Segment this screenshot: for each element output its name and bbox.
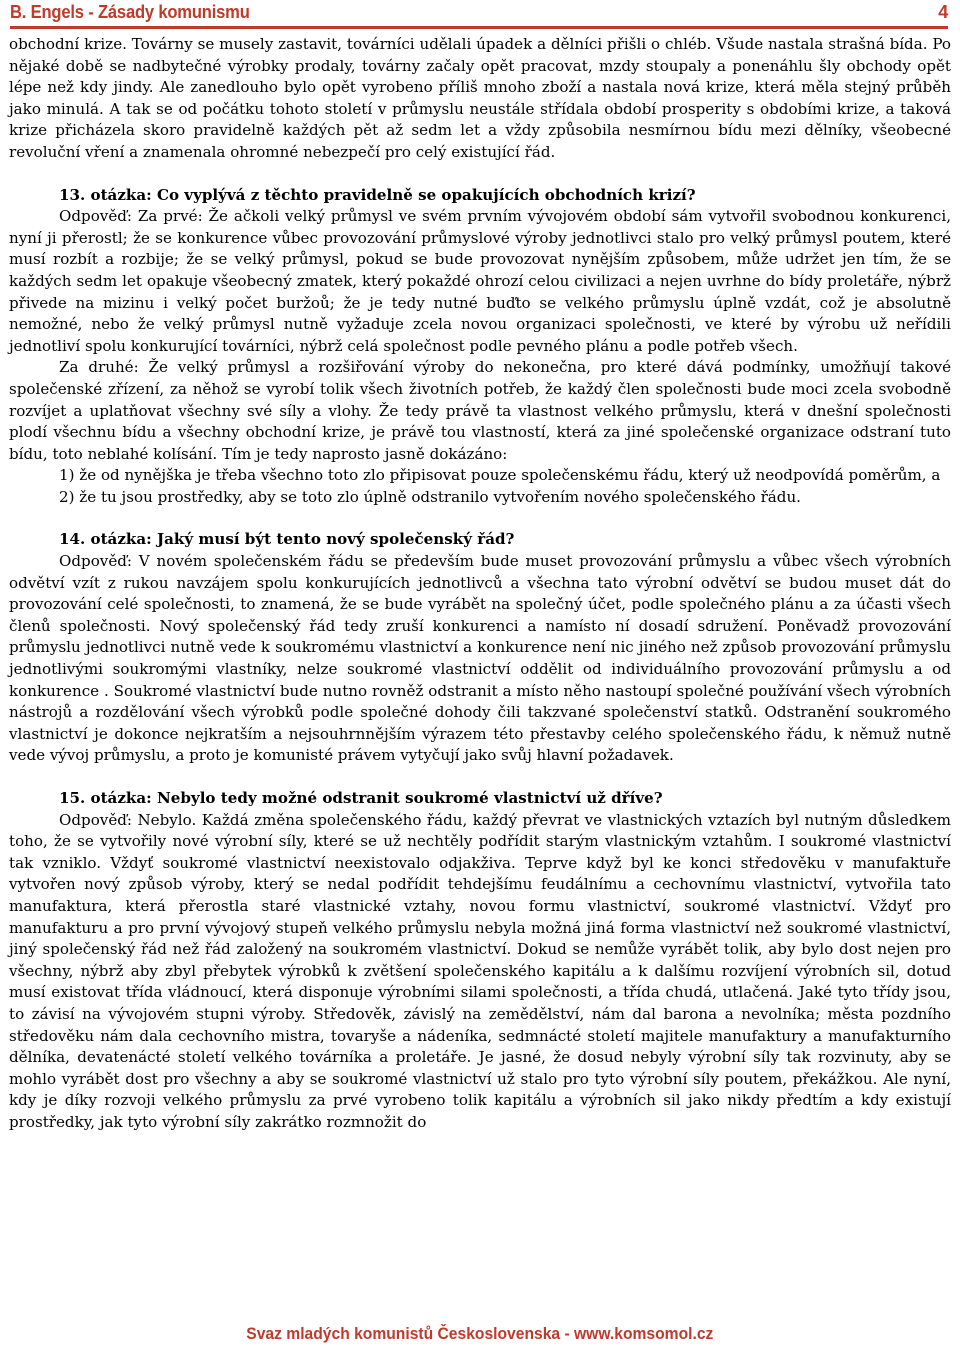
answer-13-second: Za druhé: Že velký průmysl a rozšiřování výroby do nekonečna, pro které dává podmínky, umožňují takové společenské zřízení, za něhož se vyrobí tolik všech životních potřeb, že každý člen společnosti bude moci zcela svobodně rozvíjet a uplatňovat všechny své síly a vlohy. Že tedy právě ta vlastnost velkého průmyslu, která v dnešní společnosti plodí všechnu bídu a všechny obchodní krize, je právě tou vlastností, která za jiné společenské organizace odstraní tuto bídu, toto neblahé kolísání. Tím je tedy naprosto jasně dokázáno: bbox=[9, 358, 951, 463]
footer-text: Svaz mladých komunistů Československa - www.komsomol.cz bbox=[246, 1324, 714, 1343]
answer-15: Odpověď: Nebylo. Každá změna společenského řádu, každý převrat ve vlastnických vztazích byl nutným důsledkem toho, že se vytvořily nové výrobní síly, které se už nechtěly podřídit starým vlastnickým vztahům. I soukromé vlastnictví tak vzniklo. Vždyť soukromé vlastnictví neexistovalo odjakživa. Teprve když byl ke konci středověku v manufaktuře vytvořen nový způsob výroby, který se nedal podřídit tehdejšímu feudálnímu a cechovnímu vlastnictví, vytvořila tato manufaktura, která přerostla staré vlastnické vztahy, novou formu vlastnictví, soukromé vlastnictví. Vždyť pro manufakturu a pro první vývojový stupeň velkého průmyslu nebyla možná jiná forma vlastnictví než soukromé vlastnictví, jiný společenský řád než řád založený na soukromém vlastnictví. Dokud se nemůže vyrábět tolik, aby bylo dost nejen pro všechny, nýbrž aby zbyl přebytek výrobků k zvětšení společenského kapitálu a k dalšímu rozvíjení výrobních sil, dotud musí existovat třída vládnoucí, která disponuje výrobními silami společnosti, a třída chudá, utlačená. Jaké tyto třídy jsou, to závisí na vývojovém stupni výroby. Středověk, závislý na zemědělství, nám dal barona a nevolníka; města pozdního středověku nám dala cechovního mistra, tovaryše a nádeníka, sedmnácté století majitele manufaktury a manufakturního dělníka, devatenácté století velkého továrníka a proletáře. Je jasné, že dosud nebyly výrobní síly tak rozvinuty, aby se mohlo vyrábět dost pro všechny a aby se soukromé vlastnictví už stalo pro tyto výrobní síly poutem, překážkou. Ale nyní, kdy je díky rozvoji velkého průmyslu za prvé vyrobeno tolik kapitálu a výrobních sil jako nikdy předtím a kdy existují prostředky, jak tyto výrobní síly zakrátko rozmnožit do bbox=[9, 810, 951, 1131]
question-13-heading: 13. otázka: Co vyplývá z těchto pravidelně se opakujících obchodních krizí? bbox=[59, 185, 696, 204]
page-number: 4 bbox=[938, 2, 948, 22]
paragraph-crisis: obchodní krize. Továrny se musely zastavit, továrníci udělali úpadek a dělníci přišli o chléb. Všude nastala strašná bída. Po nějaké době se nadbytečné výrobky prodaly, továrny začaly opět pracovat, mzdy stoupaly a ponenáhlu šly obchody opět lépe než kdy jindy. Ale zanedlouho bylo opět vyrobeno příliš mnoho zboží a nastala nová krize, která měla stejný průběh jako minulá. A tak se od počátku tohoto století v průmyslu neustále střídala období prosperity s obdobími krize, a taková krize přicházela skoro pravidelně každých pět až sedm let a vždy způsobila nesmírnou bídu mezi dělníky, všeobecné revoluční vření a znamenala ohromné nebezpečí pro celý existující řád. bbox=[9, 35, 951, 161]
document-body bbox=[9, 34, 951, 1134]
page-header bbox=[10, 2, 948, 29]
page-footer bbox=[0, 1324, 960, 1344]
answer-14: Odpověď: V novém společenském řádu se především bude muset provozování průmyslu a vůbec všech výrobních odvětví vzít z rukou navzájem spolu konkurujících jednotlivců a všechna tato výrobní odvětví se budou muset dát do provozování celé společnosti, to znamená, že se bude vyrábět na společný účet, podle společného plánu a za účasti všech členů společnosti. Nový společenský řád tedy zruší konkurenci a namísto ní dosadí sdružení. Poněvadž provozování průmyslu jednotlivci nutně vede k soukromému vlastnictví a konkurence není nic jiného než způsob provozování průmyslu jednotlivými soukromými vlastníky, nelze soukromé vlastnictví oddělit od individuálního provozování průmyslu a od konkurence . Soukromé vlastnictví bude nutno rovněž odstranit a místo něho nastoupí společné používání všech výrobních nástrojů a rozdělování všech výrobků podle společné dohody čili takzvané společenství statků. Odstranění soukromého vlastnictví je dokonce nejkratším a nejsouhrnnějším výrazem této přestavby celého společenského řádu, k němuž nutně vede vývoj průmyslu, a proto je komunisté právem vytyčují jako svůj hlavní požadavek. bbox=[9, 552, 951, 765]
question-15-heading: 15. otázka: Nebylo tedy možné odstranit soukromé vlastnictví už dříve? bbox=[59, 789, 663, 807]
question-14-heading: 14. otázka: Jaký musí být tento nový společenský řád? bbox=[59, 530, 515, 549]
answer-13-point-1: 1) že od nynějška je třeba všechno toto zlo připisovat pouze společenskému řádu, který už neodpovídá poměrům, a bbox=[59, 466, 941, 485]
answer-13-first: Odpověď: Za prvé: Že ačkoli velký průmysl ve svém prvním vývojovém období sám vytvořil svobodnou konkurenci, nyní ji přerostl; že se konkurence vůbec provozování průmyslové výroby jednotlivci stalo pro velký průmysl poutem, které musí rozbít a rozbije; že se velký průmysl, pokud se bude provozovat nynějším způsobem, může udržet jen tím, že se každých sedm let opakuje všeobecný zmatek, který pokaždé ohrozí celou civilizaci a nejen uvrhne do bídy proletáře, nýbrž přivede na mizinu i velký počet buržoů; že je tedy nutné buďto se velkého průmyslu úplně vzdát, což je absolutně nemožné, nebo že velký průmysl nutně vyžaduje zcela novou organizaci společnosti, ve které by výrobu už neřídili jednotliví spolu konkurující továrníci, nýbrž celá společnost podle pevného plánu a podle potřeb všech. bbox=[9, 207, 951, 355]
document-title: B. Engels - Zásady komunismu bbox=[10, 2, 250, 22]
answer-13-point-2: 2) že tu jsou prostředky, aby se toto zlo úplně odstranilo vytvořením nového společenského řádu. bbox=[59, 487, 801, 506]
